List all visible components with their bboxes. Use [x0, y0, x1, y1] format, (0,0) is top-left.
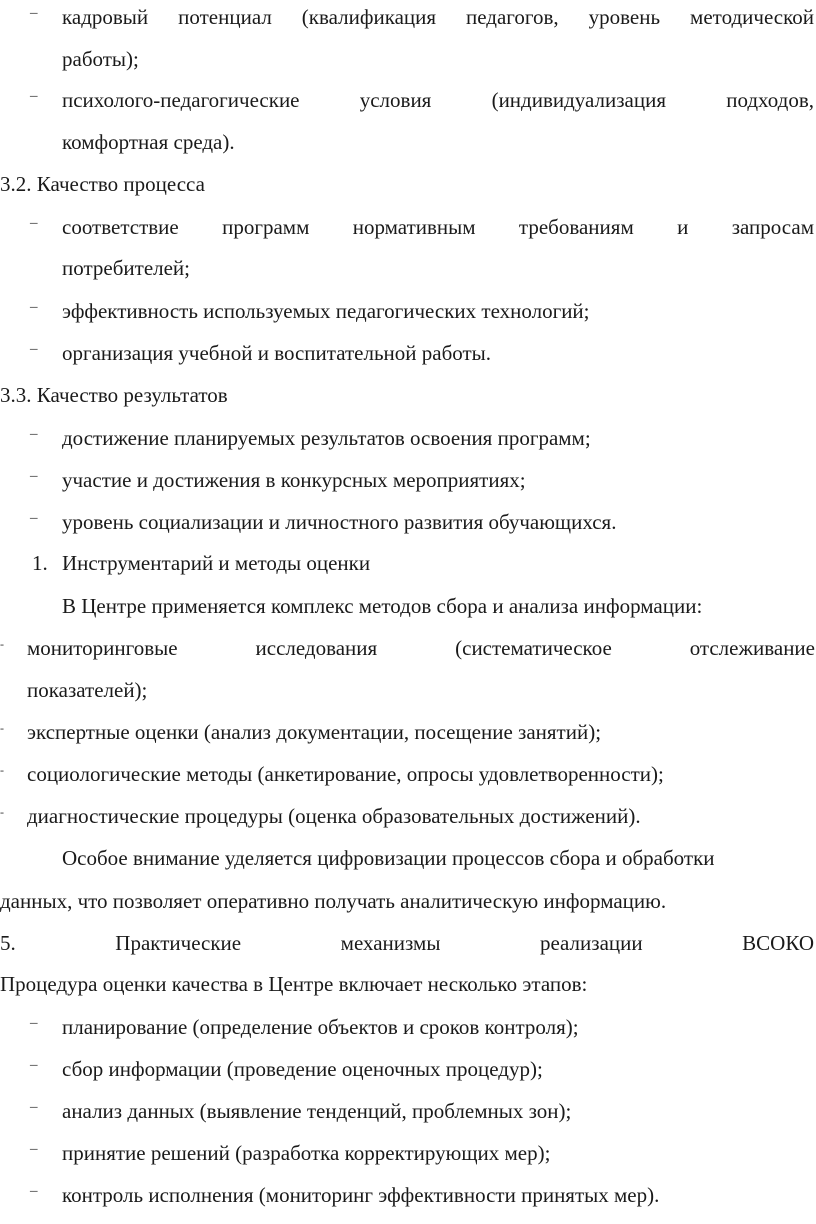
list-item: уровень социализации и личностного развития обучающихся.: [62, 510, 617, 534]
bullet-dash: –: [30, 426, 38, 442]
paragraph: Процедура оценки качества в Центре включает несколько этапов:: [0, 972, 588, 996]
list-item: достижение планируемых результатов освоения программ;: [62, 426, 591, 450]
list-item: экспертные оценки (анализ документации, посещение занятий);: [27, 720, 602, 744]
list-item-text: соответствие программ нормативным требованиям и запросам: [62, 215, 814, 239]
bullet-dash: –: [30, 1183, 38, 1199]
list-item: диагностические процедуры (оценка образовательных достижений).: [27, 804, 641, 828]
bullet-dash: -: [0, 637, 4, 651]
bullet-dash: -: [0, 721, 4, 735]
section-number: 1.: [32, 551, 48, 575]
paragraph: В Центре применяется комплекс методов сбора и анализа информации:: [62, 594, 703, 618]
section-heading: 3.3. Качество результатов: [0, 383, 228, 407]
list-item: социологические методы (анкетирование, опросы удовлетворенности);: [27, 762, 664, 786]
list-item-text: кадровый потенциал (квалификация педагогов, уровень методической: [62, 5, 814, 29]
bullet-dash: –: [30, 510, 38, 526]
bullet-dash: –: [30, 468, 38, 484]
list-item: [62, 212, 814, 242]
bullet-dash: –: [30, 299, 38, 315]
list-item-continuation: потребителей;: [62, 256, 191, 280]
bullet-dash: –: [30, 341, 38, 357]
list-item-continuation: комфортная среда).: [62, 130, 235, 154]
bullet-dash: –: [30, 88, 38, 104]
paragraph: Особое внимание уделяется цифровизации процессов сбора и обработки: [62, 846, 715, 870]
section-heading-text: 5. Практические механизмы реализации ВСОКО: [0, 931, 814, 955]
bullet-dash: –: [30, 1057, 38, 1073]
bullet-dash: –: [30, 5, 38, 21]
list-item-text: мониторинговые исследования (систематическое отслеживание: [27, 636, 815, 660]
list-item-continuation: работы);: [62, 47, 139, 71]
list-item: [62, 85, 814, 115]
paragraph-continuation: данных, что позволяет оперативно получать аналитическую информацию.: [0, 889, 667, 913]
section-heading: 3.2. Качество процесса: [0, 172, 205, 196]
list-item: принятие решений (разработка корректирующих мер);: [62, 1141, 551, 1165]
list-item: организация учебной и воспитательной работы.: [62, 341, 492, 365]
bullet-dash: –: [30, 1141, 38, 1157]
list-item: сбор информации (проведение оценочных процедур);: [62, 1057, 543, 1081]
bullet-dash: –: [30, 215, 38, 231]
list-item: [62, 2, 814, 32]
list-item: планирование (определение объектов и сроков контроля);: [62, 1015, 579, 1039]
list-item: контроль исполнения (мониторинг эффективности принятых мер).: [62, 1183, 660, 1207]
bullet-dash: –: [30, 1099, 38, 1115]
section-heading: [0, 928, 814, 958]
bullet-dash: -: [0, 805, 4, 819]
list-item: участие и достижения в конкурсных мероприятиях;: [62, 468, 526, 492]
list-item: анализ данных (выявление тенденций, проблемных зон);: [62, 1099, 572, 1123]
list-item: [27, 633, 815, 663]
list-item: эффективность используемых педагогических технологий;: [62, 299, 590, 323]
list-item-text: психолого-педагогические условия (индивидуализация подходов,: [62, 88, 814, 112]
section-heading: Инструментарий и методы оценки: [62, 551, 371, 575]
bullet-dash: –: [30, 1015, 38, 1031]
list-item-continuation: показателей);: [27, 678, 148, 702]
bullet-dash: -: [0, 763, 4, 777]
